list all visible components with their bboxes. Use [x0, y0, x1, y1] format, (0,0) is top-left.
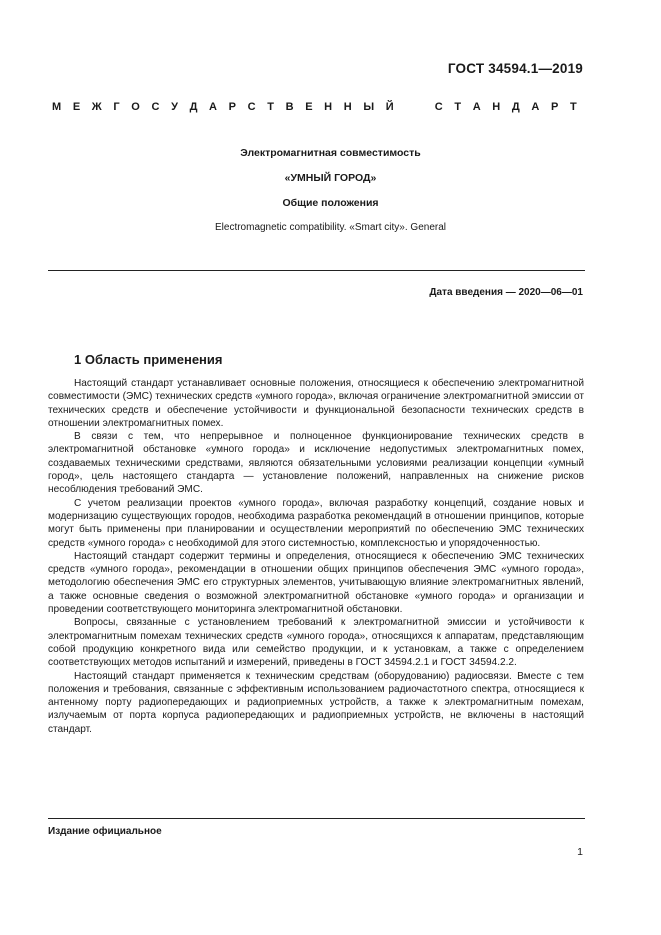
banner-letter: Д	[189, 101, 198, 113]
banner-letter: Е	[72, 101, 81, 113]
banner-letter: Д	[511, 101, 520, 113]
banner-letter: С	[247, 101, 256, 113]
paragraph: Настоящий стандарт устанавливает основные положения, относящиеся к обеспечению электромагнитной совместимости (ЭМС) технических средств «умного города», включая ограничение электромагнитной эмиссии от технических средств и обеспечение устойчивости и функциональной безопасности технических средств в отношении электромагнитных помех.	[48, 378, 584, 429]
banner-letter: А	[209, 101, 217, 113]
banner-letter: Т	[267, 101, 274, 113]
interstate-standard-banner	[52, 101, 577, 113]
document-number: ГОСТ 34594.1—2019	[447, 61, 583, 76]
section-scope	[48, 352, 584, 736]
title-line-2: «УМНЫЙ ГОРОД»	[284, 172, 377, 184]
banner-letter: Н	[343, 101, 352, 113]
banner-letter: Е	[305, 101, 313, 113]
banner-letter: С	[151, 101, 160, 113]
title-line-3: Общие положения	[282, 197, 379, 209]
banner-letter: Г	[113, 101, 120, 113]
banner-letter	[405, 101, 408, 113]
banner-letter: М	[52, 101, 62, 113]
banner-letter: Н	[492, 101, 501, 113]
banner-letter	[420, 101, 423, 113]
banner-letter: Р	[550, 101, 559, 113]
banner-letter: Й	[385, 101, 394, 113]
banner-letter: А	[472, 101, 481, 113]
introduction-date: Дата введения — 2020—06—01	[429, 287, 583, 298]
title-line-1: Электромагнитная совместимость	[240, 147, 421, 159]
official-edition-label: Издание официальное	[48, 826, 162, 837]
banner-letter: О	[131, 101, 140, 113]
banner-letter: Т	[454, 101, 462, 113]
paragraph: С учетом реализации проектов «умного города», включая разработку концепций, создание новых и модернизацию существующих городов, необходима разработка рекомендаций в отношении принципов, которые могут быть применены при планировании и осуществлении мероприятий по обеспечению ЭМС технических средств «умного города» с необходимой для этого системностью, комплексностью и упорядоченностью.	[48, 497, 584, 549]
banner-letter: У	[171, 101, 178, 113]
banner-letter: Ж	[91, 101, 102, 113]
divider-bottom	[48, 818, 585, 819]
banner-letter: А	[531, 101, 540, 113]
banner-letter: Р	[228, 101, 236, 113]
banner-letter: Т	[569, 101, 577, 113]
page-number: 1	[577, 846, 583, 858]
divider-top	[48, 270, 585, 271]
paragraph: Настоящий стандарт применяется к техническим средствам (оборудованию) радиосвязи. Вместе с тем положения и требования, связанные с эффективным использованием радиочастотного спектра, относящиеся к антенному порту радиопередающих и радиоприемных устройств, а также к электромагнитным помехам, излучаемым от порта корпуса радиопередающих и радиоприемных устройств, не включены в настоящий стандарт.	[48, 670, 584, 735]
paragraph: Настоящий стандарт содержит термины и определения, относящиеся к обеспечению ЭМС технических средств «умного города», рекомендации в отношении общих принципов обеспечения ЭМС «умного города», методологию обеспечения ЭМС его структурных элементов, учитывающую влияние электромагнитных явлений, а также основные сведения о возможной электромагнитной обстановке «умного города» и организации и проведении соответствующего мониторинга электромагнитной обстановки.	[48, 550, 584, 616]
banner-letter: Н	[324, 101, 333, 113]
title-block	[78, 147, 583, 233]
banner-letter: Ы	[363, 101, 375, 113]
paragraph: Вопросы, связанные с установлением требований к электромагнитной эмиссии и устойчивости к электромагнитным помехам технических средств «умного города», относящихся к аппаратам, представляющим собой продукцию конкретного вида или семейство продукции, и к установкам, а также с определением соответствующих методов испытаний и измерений, приведены в ГОСТ 34594.2.1 и ГОСТ 34594.2.2.	[48, 617, 584, 669]
section-heading: 1 Область применения	[74, 352, 223, 367]
banner-letter: С	[434, 101, 443, 113]
banner-letter: В	[285, 101, 294, 113]
title-english: Electromagnetic compatibility. «Smart city». General	[214, 222, 446, 233]
paragraph: В связи с тем, что непрерывное и полноценное функционирование технических средств в электромагнитной обстановке «умного города» и исключение недопустимых электромагнитных помех, создаваемых техническими средствами, являются обязательными условиями реализации концепции «умный город», цель настоящего стандарта — установление положений, направленных на снижение рисков несоблюдения требований ЭМС.	[48, 431, 584, 496]
